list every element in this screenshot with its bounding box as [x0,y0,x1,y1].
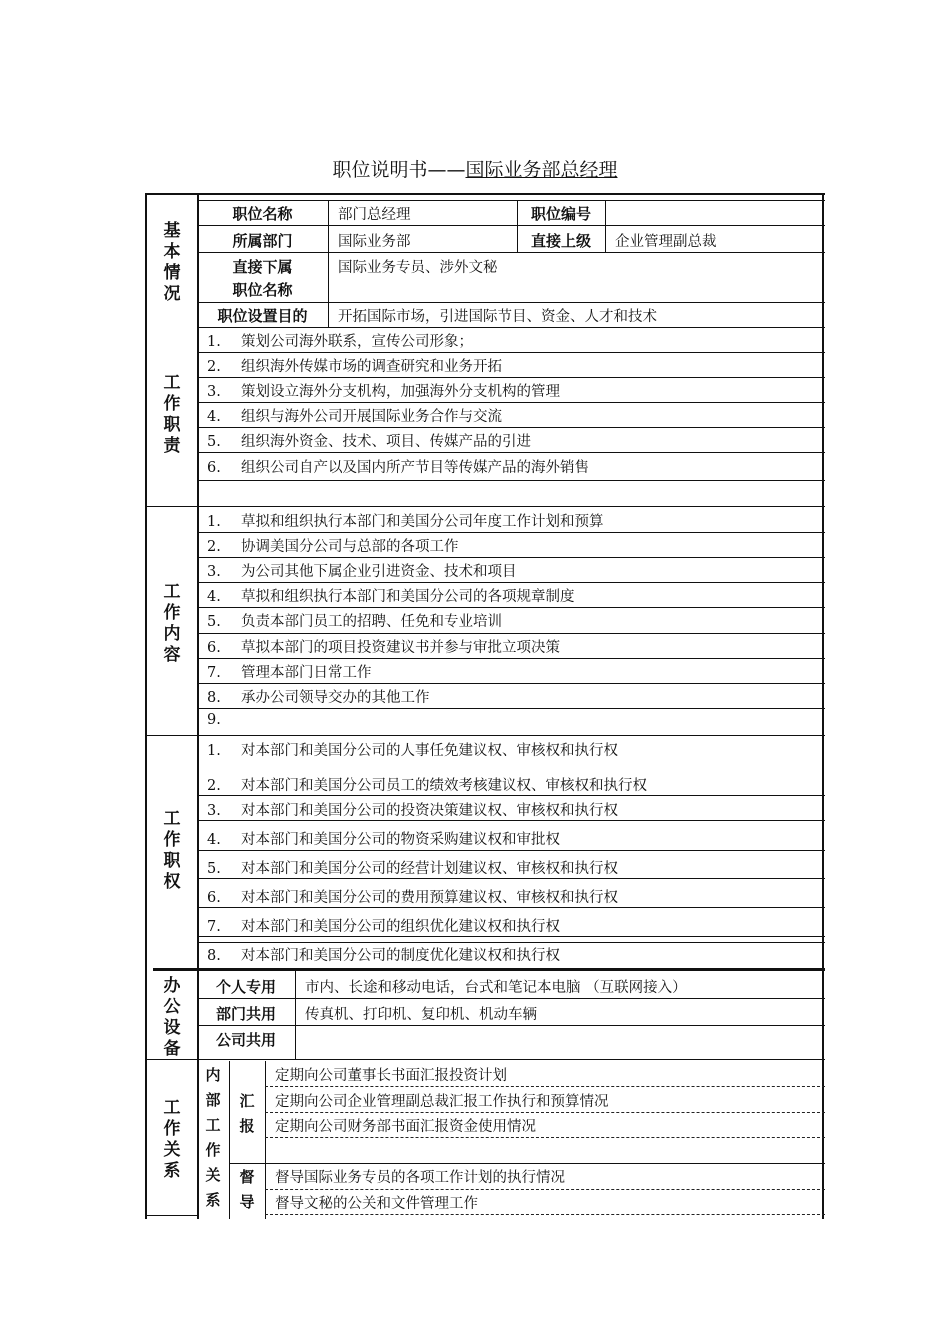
title-main: 国际业务部总经理 [465,159,618,181]
authority-item: 6. 对本部门和美国分公司的费用预算建议权、审核权和执行权 [207,890,618,906]
rule [197,1025,825,1026]
department-label: 所属部门 [232,232,293,250]
section-relations: 工作关系 [163,1098,181,1181]
rule [197,582,825,583]
authority-item: 5. 对本部门和美国分公司的经营计划建议权、审核权和执行权 [207,861,618,877]
rule [197,607,825,608]
relations-col-divider [229,1061,230,1219]
content-item: 8. 承办公司领导交办的其他工作 [207,690,430,706]
dept-value: 传真机、打印机、复印机、机动车辆 [305,1007,537,1023]
authority-item: 2. 对本部门和美国分公司员工的绩效考核建议权、审核权和执行权 [207,778,647,794]
section-rule [145,735,825,736]
rule [197,532,825,533]
authority-item: 7. 对本部门和美国分公司的组织优化建议权和执行权 [207,919,560,935]
purpose-value: 开拓国际市场，引进国际节目、资金、人才和技术 [338,309,657,325]
content-item: 4. 草拟和组织执行本部门和美国分公司的各项规章制度 [207,589,575,605]
rule [197,327,825,328]
equipment-col-divider [295,971,296,1059]
report-item: 定期向公司财务部书面汇报资金使用情况 [275,1119,536,1135]
basic-col-divider [328,200,329,327]
section-rule [145,1059,825,1060]
subordinate-label-1: 直接下属 [232,258,293,276]
authority-item: 1. 对本部门和美国分公司的人事任免建议权、审核权和执行权 [207,743,618,759]
dashed-rule [265,1137,825,1138]
authority-item: 3. 对本部门和美国分公司的投资决策建议权、审核权和执行权 [207,803,618,819]
rule [197,708,825,709]
rule [197,200,825,201]
rule [197,377,825,378]
report-label: 汇报 [239,1092,255,1135]
dashed-rule [265,1086,825,1087]
section-divider [197,195,199,1219]
rule [197,302,825,303]
rule [197,480,825,481]
rule [197,402,825,403]
rule [197,633,825,634]
content-item: 5. 负责本部门员工的招聘、任免和专业培训 [207,614,502,630]
page-title [0,155,950,182]
rule [197,907,825,908]
dashed-rule [265,1214,825,1215]
content-item: 6. 草拟本部门的项目投资建议书并参与审批立项决策 [207,640,560,656]
rule [197,878,825,879]
duty-item: 2. 组织海外传媒市场的调查研究和业务开拓 [207,359,502,375]
rule [197,820,825,821]
rule [145,1215,197,1216]
dashed-rule [265,1189,825,1190]
duty-item: 5. 组织海外资金、技术、项目、传媒产品的引进 [207,434,531,450]
section-basic: 基本情况 [163,221,181,304]
rule [197,252,825,253]
department-value: 国际业务部 [338,234,411,250]
rule [229,1163,265,1164]
relations-col-divider-2 [265,1061,266,1219]
personal-value: 市内、长途和移动电话，台式和笔记本电脑 （互联网接入） [305,980,687,996]
subordinate-label-2: 职位名称 [232,281,293,299]
duty-item: 3. 策划设立海外分支机构，加强海外分支机构的管理 [207,384,560,400]
section-duties: 工作职责 [163,373,181,456]
internal-relations-label: 内部工作关系 [205,1066,221,1209]
basic-col-divider-3 [605,200,606,252]
content-item: 2. 协调美国分公司与总部的各项工作 [207,539,459,555]
dept-label: 部门共用 [215,1005,276,1023]
duty-item: 1. 策划公司海外联系，宣传公司形象； [207,334,473,350]
section-content: 工作内容 [163,582,181,665]
duty-item: 6. 组织公司自产以及国内所产节目等传媒产品的海外销售 [207,460,589,476]
rule [197,452,825,453]
dashed-rule [265,1112,825,1113]
content-item: 1. 草拟和组织执行本部门和美国分公司年度工作计划和预算 [207,514,604,530]
company-label: 公司共用 [215,1031,276,1049]
position-name-value: 部门总经理 [338,207,411,223]
title-prefix: 职位说明书—— [332,159,466,181]
subordinates-value: 国际业务专员、涉外文秘 [338,260,498,276]
report-item: 定期向公司董事长书面汇报投资计划 [275,1068,507,1084]
section-rule-thick [153,968,825,971]
superior-label: 直接上级 [530,232,591,250]
rule [197,795,825,796]
rule [197,683,825,684]
rule [197,998,825,999]
rule [197,936,825,937]
section-equipment: 办公设备 [163,976,181,1059]
authority-item: 8. 对本部门和美国分公司的制度优化建议权和执行权 [207,948,560,964]
supervise-label: 督导 [239,1168,255,1211]
report-item: 定期向公司企业管理副总裁汇报工作执行和预算情况 [275,1094,609,1110]
supervise-item: 督导国际业务专员的各项工作计划的执行情况 [275,1170,565,1186]
left-border [145,195,147,1219]
superior-value: 企业管理副总裁 [615,234,717,250]
rule [197,850,825,851]
rule [197,352,825,353]
section-rule [145,506,825,507]
section-authority: 工作职权 [163,809,181,892]
rule [265,1163,825,1164]
rule [197,557,825,558]
rule [197,427,825,428]
rule [197,225,825,226]
content-item: 7. 管理本部门日常工作 [207,665,372,681]
personal-label: 个人专用 [215,978,276,996]
rule [197,942,825,943]
supervise-item: 督导文秘的公关和文件管理工作 [275,1196,478,1212]
duty-item: 4. 组织与海外公司开展国际业务合作与交流 [207,409,502,425]
authority-item: 4. 对本部门和美国分公司的物资采购建议权和审批权 [207,832,560,848]
content-item: 9. [207,712,221,728]
position-no-label: 职位编号 [530,205,591,223]
purpose-label: 职位设置目的 [217,307,308,325]
content-item: 3. 为公司其他下属企业引进资金、技术和项目 [207,564,517,580]
job-description-table [145,193,825,1219]
position-name-label: 职位名称 [232,205,293,223]
rule [197,658,825,659]
right-border [822,195,824,1219]
